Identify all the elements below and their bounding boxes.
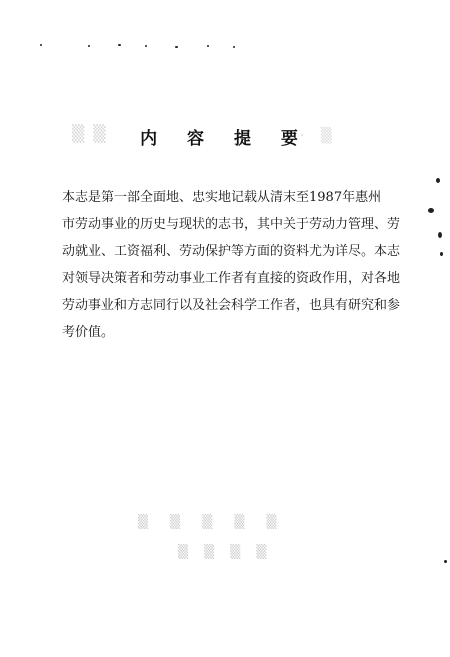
paragraph-line: 动就业、工资福利、劳动保护等方面的资料尤为详尽。本志 (62, 244, 401, 259)
page-title: 内 容 提 要 (140, 129, 310, 149)
faded-heading-mark: · ▒ (300, 128, 338, 144)
faded-show-through-text (138, 508, 308, 568)
scan-speck (88, 45, 90, 47)
faded-line: ▒ ▒ ▒ ▒ ▒ (138, 515, 286, 530)
paragraph-line: 市劳动事业的历史与现状的志书，其中关于劳动力管理、劳 (62, 217, 401, 232)
paragraph-line: 劳动事业和方志同行以及社会科学工作者，也具有研究和参 (62, 298, 401, 313)
scan-speck (40, 44, 42, 46)
scan-speck (428, 208, 434, 213)
scan-speck (145, 45, 147, 47)
scan-speck (118, 44, 121, 46)
paragraph-line: 本志是第一部全面地、忠实地记载从清末至1987年惠州 (62, 190, 382, 205)
scan-speck (233, 46, 235, 48)
faded-heading-mark: ▒ ▒ (72, 124, 108, 143)
scan-speck (207, 45, 209, 47)
faded-line: ▒ ▒ ▒ ▒ (178, 545, 273, 560)
scan-speck (444, 560, 447, 563)
scan-speck (438, 232, 442, 238)
scan-speck (175, 46, 178, 48)
paragraph-line: 考价值。 (62, 325, 115, 340)
summary-paragraph (62, 184, 401, 346)
scan-speck (436, 178, 440, 183)
paragraph-line: 对领导决策者和劳动事业工作者有直接的资政作用，对各地 (62, 271, 401, 286)
scan-speck (440, 252, 443, 256)
